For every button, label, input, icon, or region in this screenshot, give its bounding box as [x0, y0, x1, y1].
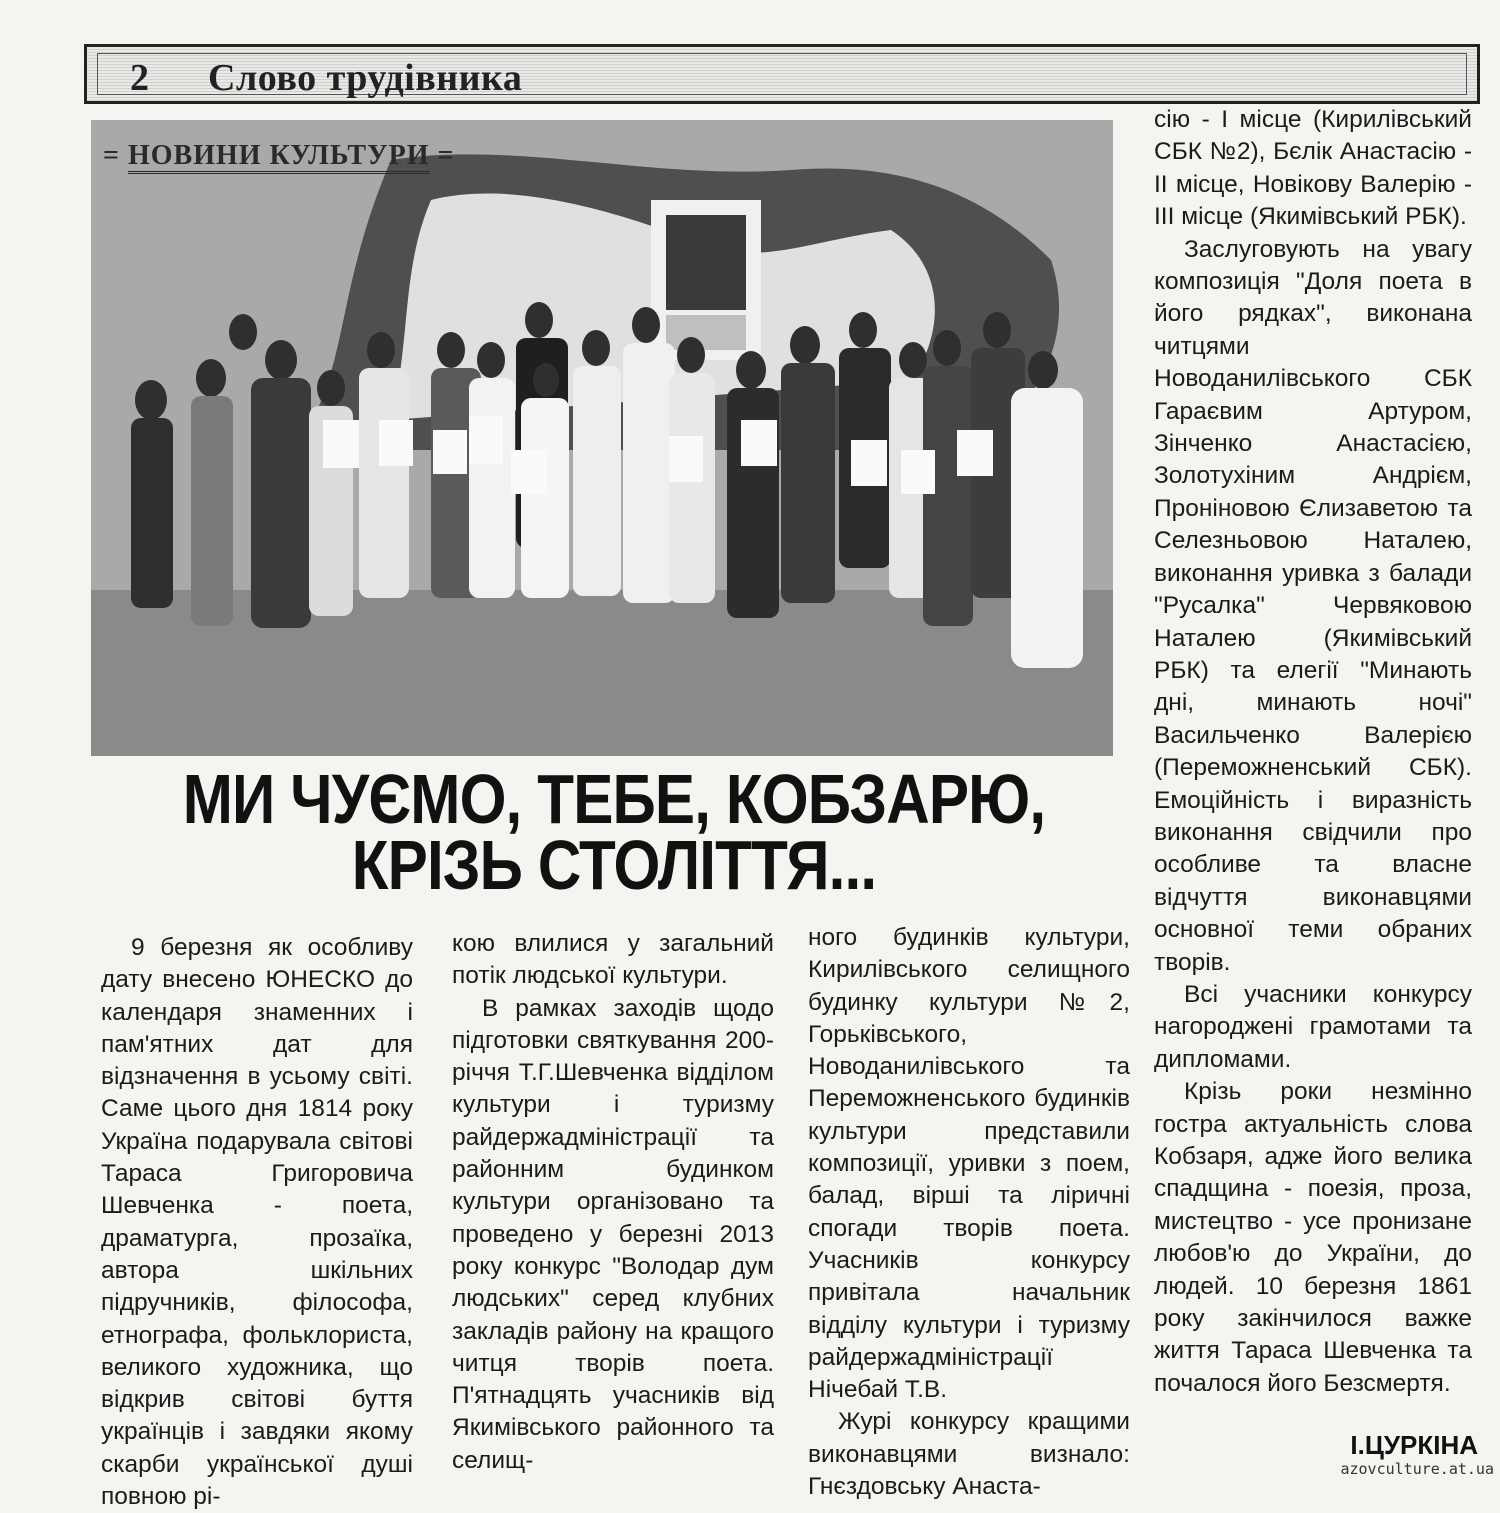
- site-watermark: azovculture.at.ua: [1340, 1460, 1494, 1478]
- paragraph: Всі учасники конкурсу нагороджені грамотами та дипломами.: [1154, 980, 1472, 1073]
- photo-illustration: [91, 120, 1113, 756]
- paragraph: Крізь роки незмінно гостра актуальність слова Кобзаря, адже його велика спадщина - поезія, проза, мистецтво - усе пронизане любов'ю до України, до людей. 10 березня 1861 року закінчилося важке життя Тараса Шевченка та почалося його Безсмертя.: [1154, 1078, 1472, 1397]
- author-signature: І.ЦУРКІНА: [1350, 1430, 1478, 1460]
- article-headline: [167, 760, 1061, 904]
- paragraph: 9 березня як особливу дату внесено ЮНЕСКО до календаря знаменних і пам'ятних дат для відзначення в усьому світі. Саме цього дня 1814 року Україна подарувала світові Тараса Григоровича Шевченка - поета, драматурга, прозаїка, автора шкільних підручників, філософа, етнографа, фольклориста, великого художника, що відкрив світові буття українців і завдяки якому скарби української душі повною рі-: [101, 934, 413, 1511]
- text-column-1: [101, 932, 413, 1513]
- masthead-inner-frame: [97, 53, 1467, 99]
- paragraph: ного будинків культури, Кирилівського селищного будинку культури №2, Горьківського, Новоданилівського та Переможненського будинків культури представили композиції, уривки з поем, балад, вірші та ліричні спогади творів поета. Учасників конкурсу привітала начальник відділу культури і туризму райдержадміністрації Нічебай Т.В.: [808, 924, 1130, 1404]
- paragraph: Журі конкурсу кращими виконавцями визнало: Гнєздовську Анаста-: [808, 1408, 1130, 1501]
- paragraph: сію - І місце (Кирилівський СБК №2), Бєлік Анастасію - ІІ місце, Новікову Валерію - ІІІ місце (Якимівський РБК).: [1154, 106, 1472, 231]
- headline-line-2: КРІЗЬ СТОЛІТТЯ...: [351, 826, 877, 904]
- newspaper-name: Слово трудівника: [208, 57, 523, 99]
- paragraph: В рамках заходів щодо підготовки святкування 200-річчя Т.Г.Шевченка відділом культури і туризму райдержадміністрації та районним будинком культури організовано та проведено у березні 2013 року конкурс "Володар дум людських" серед клубних закладів району на кращого читця творів поета. П'ятнадцять учасників від Якимівського районного та селищ-: [452, 994, 774, 1474]
- headline-line-1: МИ ЧУЄМО, ТЕБЕ, КОБЗАРЮ,: [182, 760, 1046, 838]
- text-column-4: [1154, 104, 1472, 1400]
- rubric-label: = НОВИНИ КУЛЬТУРИ =: [103, 140, 455, 172]
- rubric-text: НОВИНИ КУЛЬТУРИ: [128, 140, 430, 174]
- text-column-2: [452, 928, 774, 1477]
- text-column-3: [808, 922, 1130, 1503]
- paragraph: кою влилися у загальний потік людської культури.: [452, 930, 774, 990]
- masthead-bar: [84, 44, 1480, 104]
- group-photo: [91, 120, 1113, 756]
- paragraph: Заслуговують на увагу композиція "Доля поета в його рядках", виконана читцями Новоданилівського СБК Гараєвим Артуром, Зінченко Анастасією, Золотухіним Андрієм, Проніновою Єлизаветою та Селезньовою Наталею, виконання уривка з балади "Русалка" Червяковою Наталею (Якимівський РБК) та елегії "Минають дні, минають ночі" Васильченко Валерією (Переможненський СБК). Емоційність і виразність виконання свідчили про особливе та власне відчуття виконавцями основної теми обраних творів.: [1154, 235, 1472, 976]
- page-number: 2: [130, 57, 149, 99]
